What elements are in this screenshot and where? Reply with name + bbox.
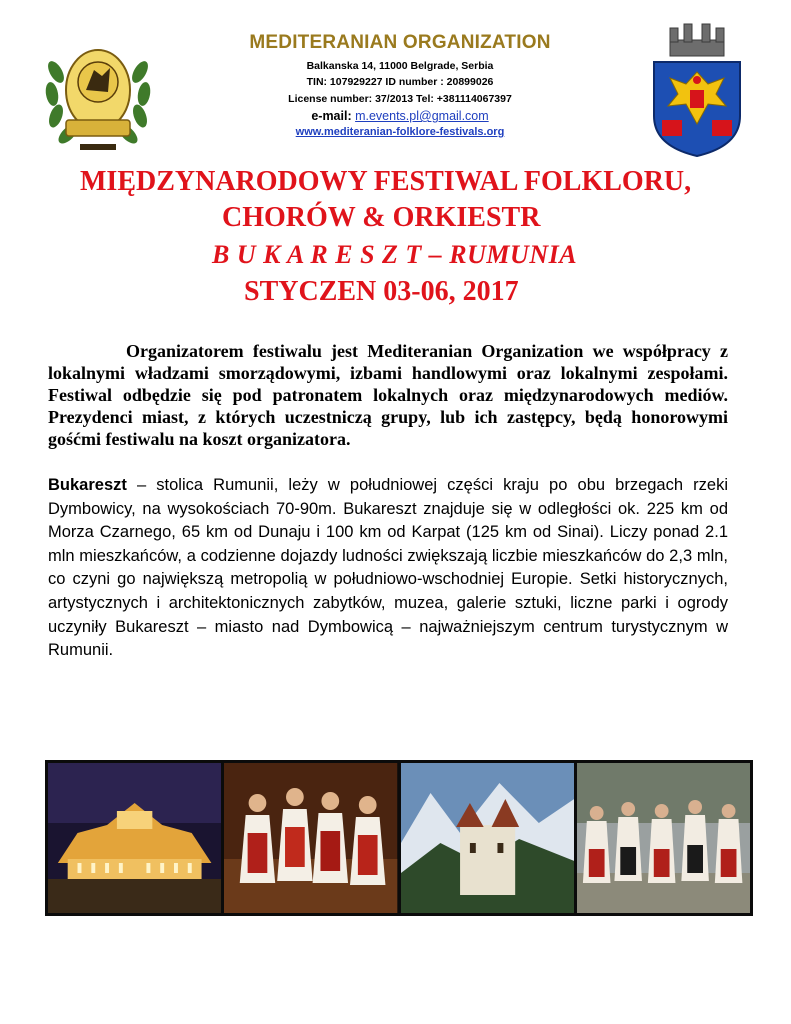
organization-license: License number: 37/2013 Tel: +381114067397 [288, 93, 512, 105]
festival-location: B U K A R E S Z T – RUMUNIA [212, 240, 578, 269]
email-link[interactable]: m.events.pl@gmail.com [355, 109, 489, 123]
organization-tin: TIN: 107929227 ID number : 20899026 [306, 76, 494, 88]
city-description [48, 474, 728, 663]
festival-date: STYCZEN 03-06, 2017 [244, 276, 519, 307]
bucharest-coat-of-arms-icon [648, 20, 746, 158]
email-label: e-mail: [311, 109, 356, 123]
city-text: – stolica Rumunii, leży w południowej części kraju po obu brzegach rzeki Dymbowicy, na wysokościach 70-90m. Bukareszt znajduje się w odległości ok. 225 km od Morza Czarnego, 65 km od Dunaju i 100 km od Karpat (125 km od Sinai). Liczy ponad 2.1 mln mieszkańców, a codzienne dojazdy ludności zwiększają liczbie mieszkańców do 2,3 mln, co czyni go największą metropolią w południowo-wschodniej Europie. Setki historycznych, artystycznych i architektonicznych zabytków, muzea, galerie sztuki, liczne parki i ogrody uczyniły Bukareszt – miasto nad Dymbowicą – najważniejszym centrum turystycznym w Rumunii. [48, 476, 728, 660]
organization-email-line [200, 109, 600, 123]
folk-dance-group-photo [577, 763, 750, 913]
festival-title: MIĘDZYNARODOWY FESTIWAL FOLKLORU, [80, 166, 692, 197]
organization-address: Balkanska 14, 11000 Belgrade, Serbia [306, 60, 494, 72]
folk-dancers-photo [224, 763, 397, 913]
photo-strip [45, 760, 753, 916]
organization-emblem-icon [42, 32, 154, 156]
intro-paragraph: Organizatorem festiwalu jest Mediteranian Organization we współpracy z lokalnymi władzami smorządowymi, izbami handlowymi oraz lokalnymi zespołami. Festiwal odbędzie się pod patronatem lokalnych oraz międzynarodowych mediów. Prezydenci miast, z których uczestniczą grupy, lub ich zastępcy, będą honorowymi gośćmi festiwalu na koszt organizatora. [48, 341, 728, 449]
festival-subtitle: CHORÓW & ORKIESTR [222, 202, 541, 233]
bran-castle-photo [401, 763, 574, 913]
city-name: Bukareszt [48, 476, 127, 494]
palace-of-parliament-photo [48, 763, 221, 913]
website-link[interactable]: www.mediteranian-folklore-festivals.org [295, 126, 505, 138]
organization-name: MEDITERANIAN ORGANIZATION [249, 32, 551, 53]
